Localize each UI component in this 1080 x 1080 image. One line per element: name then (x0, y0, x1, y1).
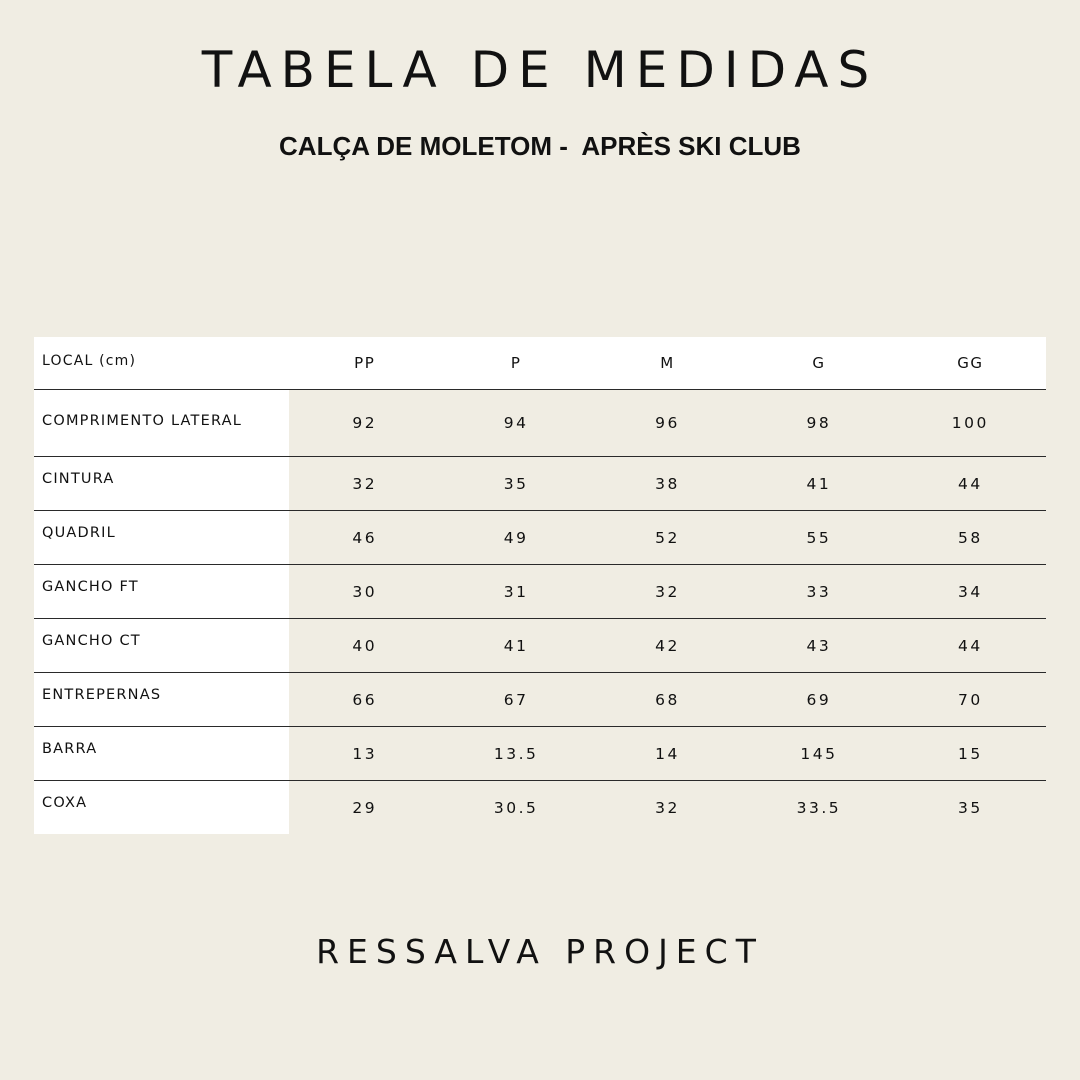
table-row (34, 511, 1046, 565)
table-row (34, 781, 1046, 834)
table-cell: 98 (806, 414, 832, 432)
table-cell: 30.5 (493, 798, 539, 817)
row-label: GANCHO CT (34, 619, 289, 672)
row-label: BARRA (34, 727, 289, 780)
table-row (34, 673, 1046, 727)
row-label: ENTREPERNAS (34, 673, 289, 726)
table-cell: 38 (655, 474, 680, 493)
table-cell: 94 (503, 414, 529, 432)
header-size-pp: PP (354, 354, 376, 372)
header-size-m: M (660, 354, 675, 372)
table-cell: 41 (806, 474, 832, 493)
size-table (34, 337, 1046, 834)
table-cell: 32 (655, 582, 680, 601)
table-cell: 49 (503, 528, 529, 547)
row-label: COXA (34, 781, 289, 834)
table-cell: 13 (352, 744, 378, 763)
page-title: TABELA DE MEDIDAS (201, 41, 879, 99)
table-cell: 66 (352, 690, 378, 709)
table-cell: 46 (352, 528, 378, 547)
brand-footer: RESSALVA PROJECT (316, 932, 764, 971)
row-label: QUADRIL (34, 511, 289, 564)
table-cell: 31 (503, 582, 529, 601)
table-cell: 68 (655, 690, 680, 709)
header-size-g: G (812, 354, 826, 372)
table-cell: 70 (957, 690, 983, 709)
table-row (34, 457, 1046, 511)
table-cell: 33.5 (796, 798, 842, 817)
table-cell: 67 (503, 690, 529, 709)
row-label: COMPRIMENTO LATERAL (34, 390, 289, 456)
table-cell: 35 (957, 798, 983, 817)
table-cell: 32 (352, 474, 378, 493)
table-cell: 34 (957, 582, 983, 601)
table-cell: 30 (352, 582, 378, 601)
table-cell: 69 (806, 690, 832, 709)
table-row (34, 390, 1046, 457)
table-cell: 55 (806, 528, 832, 547)
row-label: CINTURA (34, 457, 289, 510)
table-header-row (34, 337, 1046, 390)
table-cell: 42 (655, 636, 680, 655)
row-label: GANCHO FT (34, 565, 289, 618)
table-cell: 100 (951, 414, 989, 432)
table-row (34, 619, 1046, 673)
table-cell: 58 (957, 528, 983, 547)
header-size-gg: GG (957, 354, 984, 372)
table-row (34, 565, 1046, 619)
table-cell: 35 (503, 474, 529, 493)
table-cell: 40 (352, 636, 378, 655)
header-label: LOCAL (cm) (34, 337, 289, 389)
table-cell: 96 (655, 414, 680, 432)
header-size-p: P (510, 354, 522, 372)
table-cell: 14 (655, 744, 680, 763)
table-cell: 32 (655, 798, 680, 817)
table-cell: 15 (957, 744, 983, 763)
table-cell: 29 (352, 798, 378, 817)
table-cell: 44 (957, 474, 983, 493)
table-cell: 44 (957, 636, 983, 655)
table-cell: 41 (503, 636, 529, 655)
table-cell: 13.5 (493, 744, 539, 763)
table-cell: 43 (806, 636, 832, 655)
table-cell: 145 (800, 744, 838, 763)
table-cell: 52 (655, 528, 680, 547)
product-subtitle: CALÇA DE MOLETOM - APRÈS SKI CLUB (279, 131, 801, 161)
table-cell: 92 (352, 414, 378, 432)
table-row (34, 727, 1046, 781)
table-cell: 33 (806, 582, 832, 601)
